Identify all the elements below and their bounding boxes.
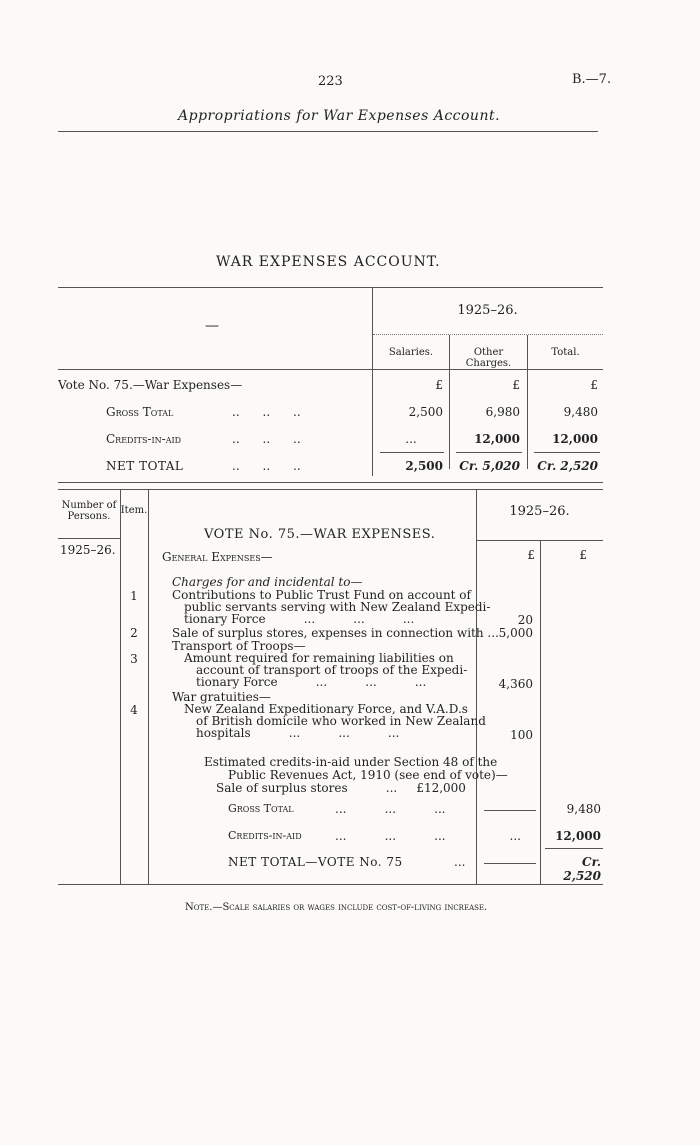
net-rule bbox=[484, 863, 536, 864]
item-number: 3 bbox=[130, 652, 138, 666]
detail-vote-title: VOTE No. 75.—WAR EXPENSES. bbox=[204, 527, 436, 542]
gross-rule bbox=[484, 810, 536, 811]
amount-head-rule bbox=[477, 540, 603, 541]
sum-rule-1 bbox=[380, 452, 444, 453]
summary-gross-total: 9,480 bbox=[563, 405, 598, 419]
detail-bottom-rule bbox=[58, 884, 603, 885]
item4-line1: New Zealand Expeditionary Force, and V.A.D.s bbox=[184, 702, 468, 716]
summary-net-label: NET TOTAL bbox=[106, 459, 184, 473]
summary-gross-other: 6,980 bbox=[485, 405, 520, 419]
detail-credits-total: 12,000 bbox=[555, 829, 601, 843]
item3-line3: tionary Force ... ... ... bbox=[196, 675, 427, 689]
detail-net-total: Cr. 2,520 bbox=[563, 855, 601, 883]
credits-note-line1: Estimated credits-in-aid under Section 48 of the bbox=[204, 755, 498, 769]
item-amount: 20 bbox=[517, 613, 533, 627]
summary-dash: — bbox=[205, 318, 219, 334]
credits-note-line2: Public Revenues Act, 1910 (see end of vote)— bbox=[228, 768, 508, 782]
detail-credits-mid: ... bbox=[509, 829, 521, 843]
col-number-of-persons: Number of Persons. bbox=[61, 500, 117, 522]
detail-gross-label: Gross Total bbox=[228, 802, 294, 815]
summary-bottom-rule bbox=[58, 482, 603, 483]
detail-unit-2: £ bbox=[579, 548, 587, 562]
persons-head-rule bbox=[58, 538, 120, 539]
item3-line1: Amount required for remaining liabilities on bbox=[184, 651, 454, 665]
page-number: 223 bbox=[318, 74, 343, 89]
detail-credits-label: Credits-in-aid bbox=[228, 829, 302, 842]
item1-line1: Contributions to Public Trust Fund on account of bbox=[172, 588, 471, 602]
summary-credits-label: Credits-in-aid bbox=[106, 432, 182, 446]
sum-rule-2 bbox=[456, 452, 522, 453]
summary-net-other: Cr. 5,020 bbox=[459, 459, 520, 473]
item-amount: 100 bbox=[510, 728, 533, 742]
detail-div-item bbox=[148, 490, 149, 884]
item-description bbox=[184, 652, 467, 688]
credits-note bbox=[204, 756, 508, 795]
unit-other: £ bbox=[512, 378, 520, 392]
general-expenses-heading: General Expenses— bbox=[162, 550, 273, 564]
summary-credits-salaries: ... bbox=[405, 432, 417, 446]
item-number: 1 bbox=[130, 589, 138, 603]
summary-head-rule bbox=[58, 369, 603, 370]
item-amount: 5,000 bbox=[498, 626, 533, 640]
item1-line3: tionary Force ... ... ... bbox=[184, 612, 415, 626]
detail-net-leaders: ... bbox=[454, 855, 466, 869]
col-item: Item. bbox=[120, 505, 148, 516]
item4-line3: hospitals ... ... ... bbox=[196, 726, 400, 740]
summary-gross-leaders: .. .. .. bbox=[232, 405, 301, 419]
col-other-charges: Other Charges. bbox=[465, 347, 512, 369]
summary-year-rule bbox=[373, 334, 603, 335]
summary-credits-other: 12,000 bbox=[474, 432, 520, 446]
summary-net-salaries: 2,500 bbox=[405, 459, 443, 473]
detail-net-label: NET TOTAL—VOTE No. 75 bbox=[228, 855, 403, 869]
summary-gross-label: Gross Total bbox=[106, 405, 174, 419]
detail-gross-leaders: ... ... ... bbox=[335, 802, 446, 816]
detail-top-rule bbox=[58, 489, 603, 490]
detail-year: 1925–26. bbox=[509, 504, 570, 519]
col-total: Total. bbox=[551, 347, 580, 358]
running-title: Appropriations for War Expenses Account. bbox=[178, 108, 501, 124]
detail-div-persons bbox=[120, 490, 121, 884]
item-amount: 4,360 bbox=[498, 677, 533, 691]
summary-year: 1925–26. bbox=[457, 303, 518, 318]
header-rule bbox=[58, 131, 598, 132]
item-description bbox=[172, 589, 490, 625]
footnote: Note.—Scale salaries or wages include cost-of-living increase. bbox=[185, 902, 488, 913]
summary-credits-total: 12,000 bbox=[552, 432, 598, 446]
item4-line2: of British domicile who worked in New Zealand bbox=[196, 714, 486, 728]
transport-heading: Transport of Troops— bbox=[172, 639, 306, 653]
summary-credits-leaders: .. .. .. bbox=[232, 432, 301, 446]
item-description: Sale of surplus stores, expenses in connection with ... bbox=[172, 626, 499, 640]
summary-net-total: Cr. 2,520 bbox=[537, 459, 598, 473]
detail-unit-1: £ bbox=[527, 548, 535, 562]
col-salaries: Salaries. bbox=[388, 347, 434, 358]
unit-salaries: £ bbox=[435, 378, 443, 392]
credits-rule bbox=[545, 848, 603, 849]
summary-title: WAR EXPENSES ACCOUNT. bbox=[216, 254, 441, 270]
vote-label: Vote No. 75.—War Expenses— bbox=[58, 378, 243, 392]
charges-intro: Charges for and incidental to— bbox=[172, 575, 363, 589]
summary-gross-salaries: 2,500 bbox=[408, 405, 443, 419]
detail-credits-leaders: ... ... ... bbox=[335, 829, 446, 843]
document-code: B.—7. bbox=[572, 72, 612, 87]
summary-net-leaders: .. .. .. bbox=[232, 459, 301, 473]
gratuities-heading: War gratuities— bbox=[172, 690, 271, 704]
sum-rule-3 bbox=[534, 452, 600, 453]
item-number: 4 bbox=[130, 703, 138, 717]
credits-note-line3: Sale of surplus stores ... £12,000 bbox=[216, 781, 466, 795]
item1-line2: public servants serving with New Zealand Expedi- bbox=[184, 600, 491, 614]
unit-total: £ bbox=[590, 378, 598, 392]
detail-gross-total: 9,480 bbox=[566, 802, 601, 816]
item3-line2: account of transport of troops of the Expedi- bbox=[196, 663, 468, 677]
item-description bbox=[184, 703, 486, 739]
persons-year: 1925–26. bbox=[60, 543, 116, 557]
item-number: 2 bbox=[130, 626, 138, 640]
summary-top-rule bbox=[58, 287, 603, 288]
